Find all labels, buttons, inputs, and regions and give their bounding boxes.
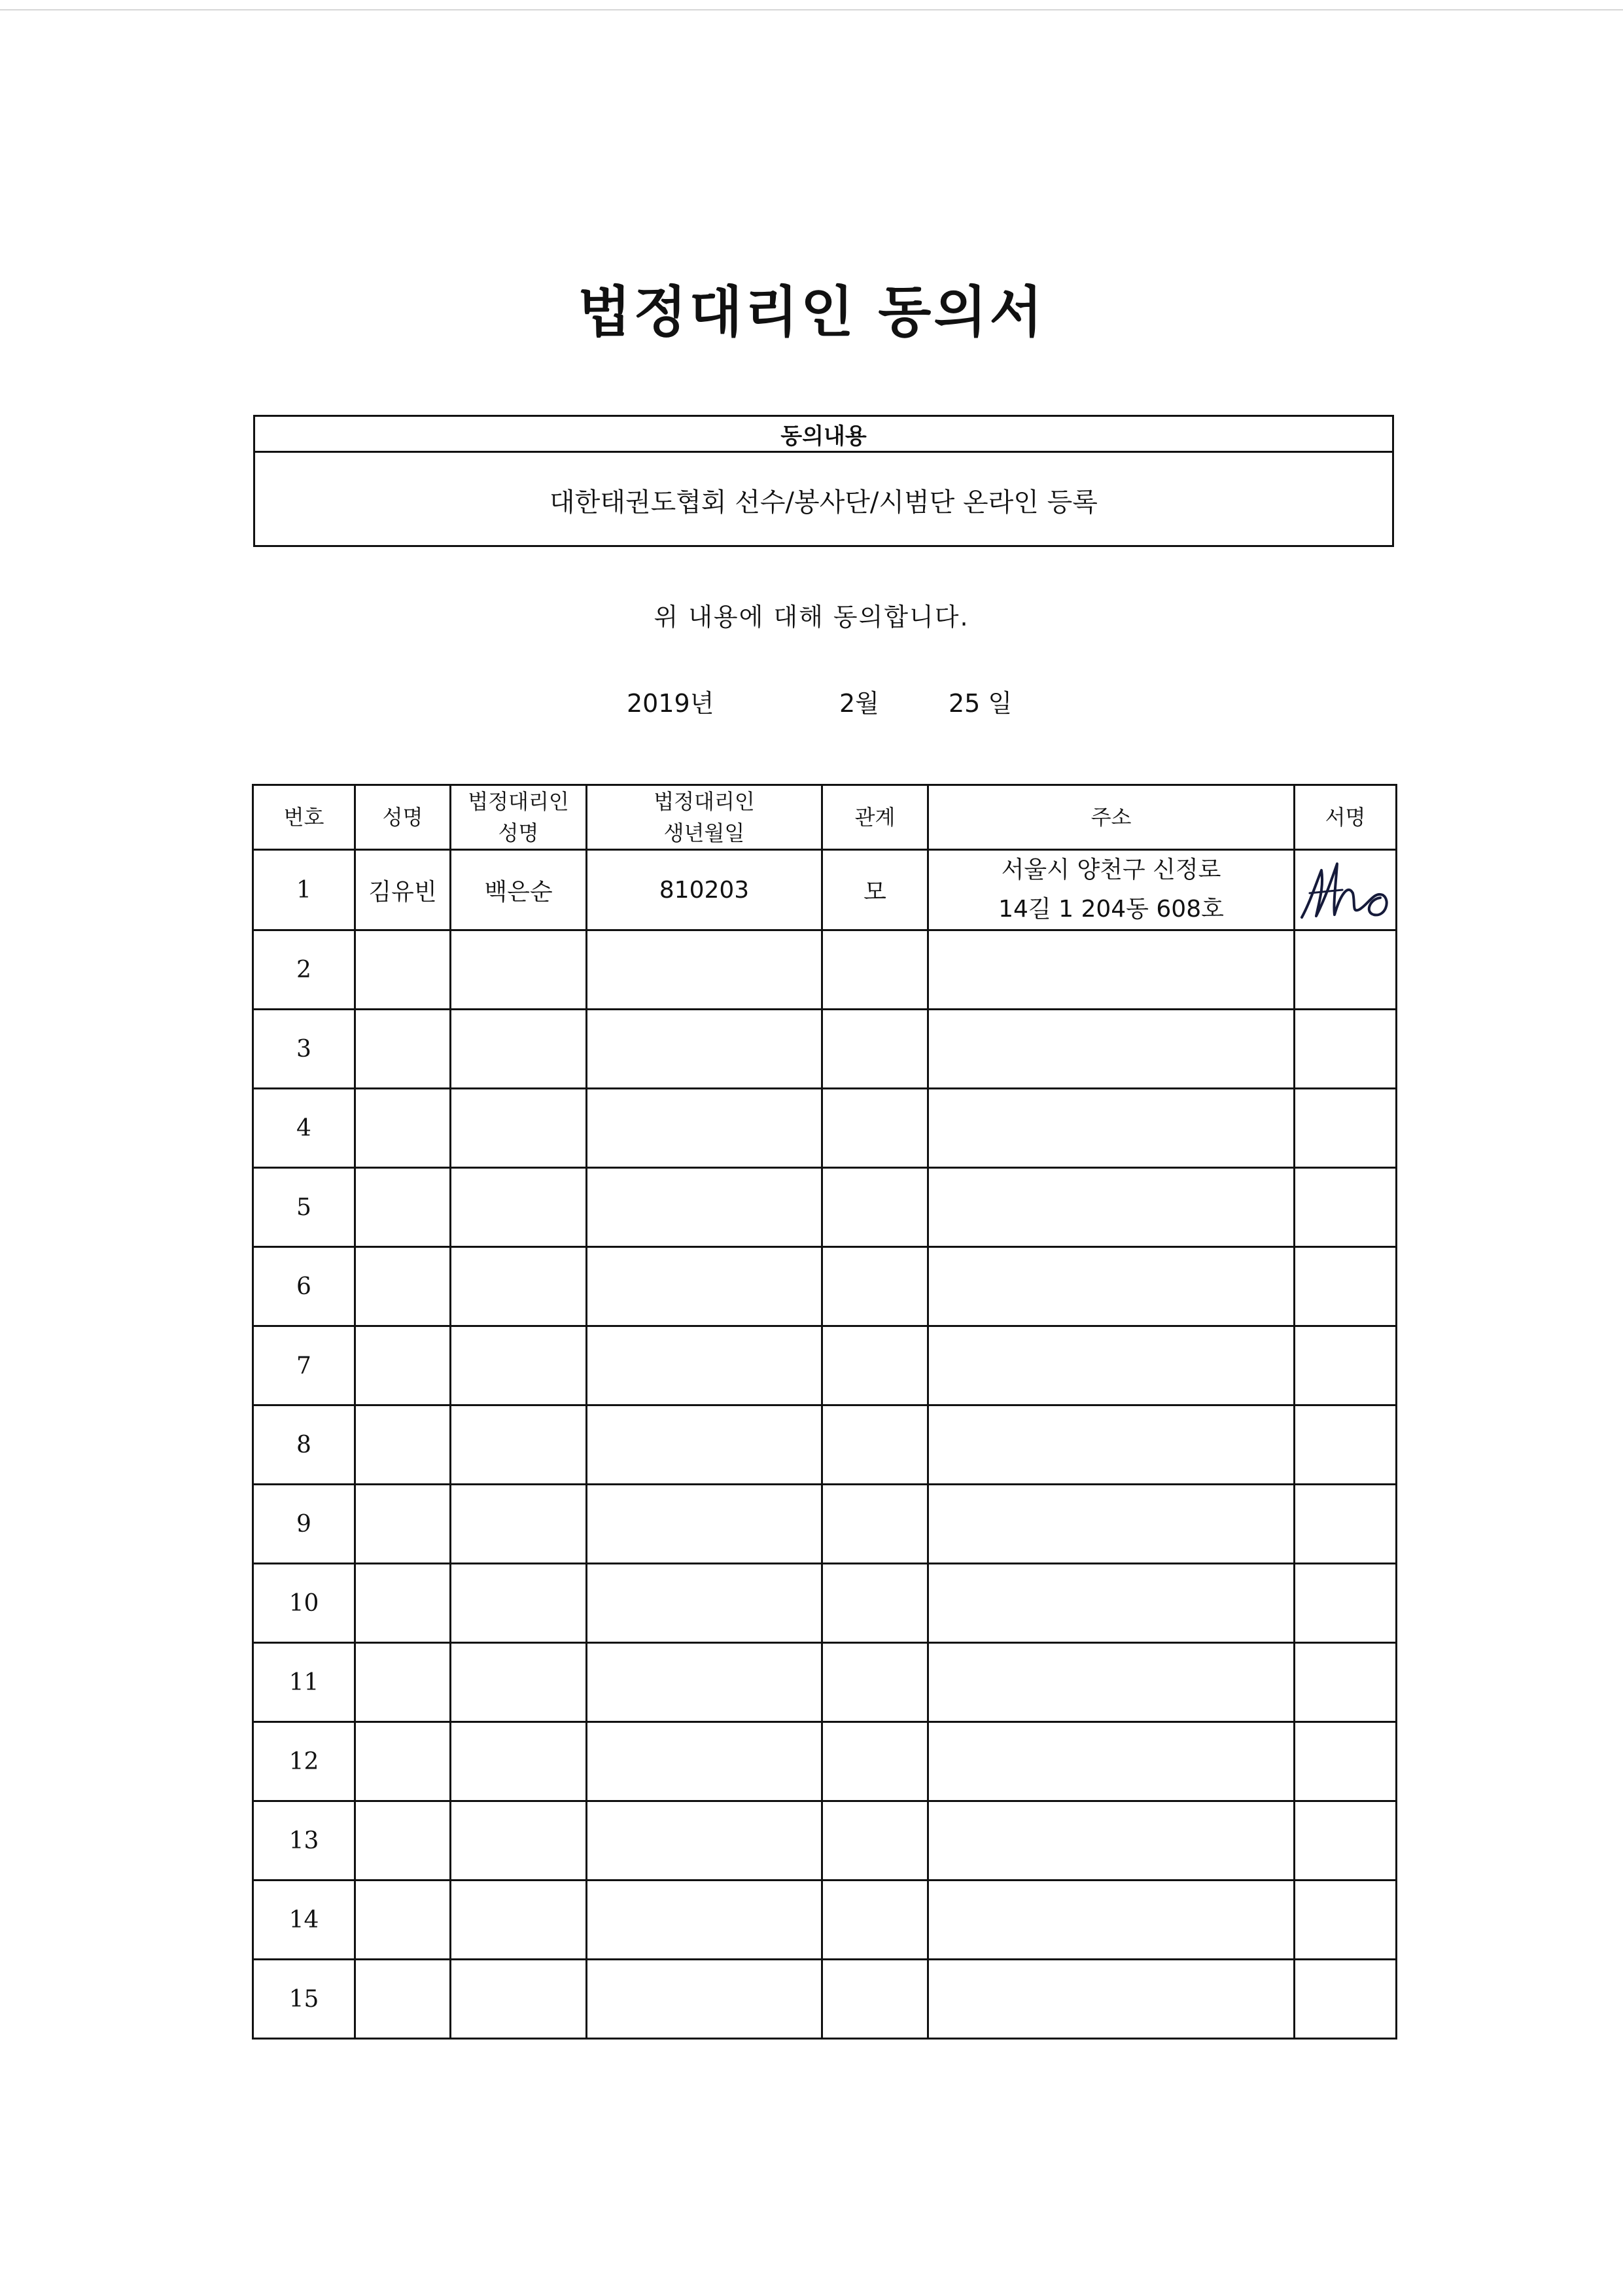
signature-cell	[1295, 1881, 1397, 1960]
relation	[822, 1485, 928, 1564]
row-number: 3	[253, 1010, 355, 1089]
row-number: 4	[253, 1089, 355, 1168]
address	[928, 930, 1295, 1010]
address-line1: 서울시 양천구 신정로	[1001, 857, 1221, 883]
guardian-name	[451, 1881, 587, 1960]
handwritten-signature	[1297, 857, 1395, 923]
guardian-name	[451, 1326, 587, 1405]
row-number: 6	[253, 1247, 355, 1326]
guardian-name: 백은순	[451, 850, 587, 930]
guardian-birthdate	[587, 1643, 822, 1722]
relation	[822, 1960, 928, 2039]
address	[928, 850, 1295, 930]
row-number: 13	[253, 1801, 355, 1881]
member-name	[355, 1881, 451, 1960]
address	[928, 1960, 1295, 2039]
row-number: 8	[253, 1405, 355, 1485]
signature-cell	[1295, 1485, 1397, 1564]
header-signature: 서명	[1295, 785, 1397, 850]
table-row	[253, 1722, 1397, 1801]
header-guardian-name	[451, 785, 587, 850]
consent-box	[253, 415, 1394, 547]
member-name	[355, 1564, 451, 1643]
relation	[822, 1326, 928, 1405]
header-no: 번호	[253, 785, 355, 850]
member-name	[355, 1168, 451, 1247]
guardian-birthdate	[587, 1089, 822, 1168]
address	[928, 1089, 1295, 1168]
relation	[822, 1089, 928, 1168]
member-name	[355, 1722, 451, 1801]
guardian-name	[451, 1247, 587, 1326]
member-name: 김유빈	[355, 850, 451, 930]
header-guardian-name-line1: 법정대리인	[468, 789, 569, 814]
member-name	[355, 1326, 451, 1405]
guardian-name	[451, 930, 587, 1010]
header-name: 성명	[355, 785, 451, 850]
row-number: 9	[253, 1485, 355, 1564]
table-row	[253, 1564, 1397, 1643]
guardian-birthdate	[587, 930, 822, 1010]
address	[928, 1326, 1295, 1405]
date-day: 25 일	[949, 689, 1013, 718]
header-relation: 관계	[822, 785, 928, 850]
guardian-name	[451, 1485, 587, 1564]
table-row	[253, 1089, 1397, 1168]
date-month: 2월	[839, 689, 879, 718]
scan-edge-line	[0, 9, 1623, 10]
guardian-birthdate	[587, 1168, 822, 1247]
address	[928, 1881, 1295, 1960]
guardian-birthdate	[587, 1247, 822, 1326]
signature-cell	[1295, 1643, 1397, 1722]
guardian-name	[451, 1801, 587, 1881]
guardian-birthdate	[587, 1485, 822, 1564]
guardian-name	[451, 1722, 587, 1801]
table-row	[253, 1801, 1397, 1881]
signature-cell	[1295, 930, 1397, 1010]
header-address: 주소	[928, 785, 1295, 850]
signature-cell	[1295, 1405, 1397, 1485]
row-number: 2	[253, 930, 355, 1010]
address	[928, 1168, 1295, 1247]
table-row	[253, 1643, 1397, 1722]
relation: 모	[822, 850, 928, 930]
signature-cell	[1295, 1010, 1397, 1089]
relation	[822, 1564, 928, 1643]
row-number: 7	[253, 1326, 355, 1405]
relation	[822, 1168, 928, 1247]
row-number: 1	[253, 850, 355, 930]
guardian-birthdate	[587, 1960, 822, 2039]
table-row	[253, 1405, 1397, 1485]
row-number: 11	[253, 1643, 355, 1722]
member-name	[355, 1010, 451, 1089]
row-number: 15	[253, 1960, 355, 2039]
guardian-name	[451, 1010, 587, 1089]
table-header-row	[253, 785, 1397, 850]
consent-body: 대한태권도협회 선수/봉사단/시범단 온라인 등록	[550, 487, 1098, 518]
table-row	[253, 1960, 1397, 2039]
relation	[822, 1722, 928, 1801]
signature-cell	[1295, 1801, 1397, 1881]
address	[928, 1564, 1295, 1643]
guardian-name	[451, 1960, 587, 2039]
guardian-birthdate	[587, 1010, 822, 1089]
relation	[822, 1643, 928, 1722]
guardian-name	[451, 1168, 587, 1247]
relation	[822, 1801, 928, 1881]
relation	[822, 1405, 928, 1485]
guardian-birthdate	[587, 1405, 822, 1485]
table-row	[253, 930, 1397, 1010]
address-line2: 14길 1 204동 608호	[998, 896, 1224, 923]
guardian-name	[451, 1643, 587, 1722]
address	[928, 1405, 1295, 1485]
member-name	[355, 1960, 451, 2039]
guardian-name	[451, 1564, 587, 1643]
table-row	[253, 1485, 1397, 1564]
table-row	[253, 1326, 1397, 1405]
guardian-name	[451, 1405, 587, 1485]
row-number: 10	[253, 1564, 355, 1643]
relation	[822, 1010, 928, 1089]
signature-cell	[1295, 1326, 1397, 1405]
member-name	[355, 1089, 451, 1168]
signature-cell	[1295, 1722, 1397, 1801]
header-guardian-birth-line1: 법정대리인	[654, 789, 755, 814]
address	[928, 1485, 1295, 1564]
row-number: 5	[253, 1168, 355, 1247]
table-row	[253, 850, 1397, 930]
signature-cell	[1295, 1960, 1397, 2039]
guardian-birthdate: 810203	[587, 850, 822, 930]
table-row	[253, 1247, 1397, 1326]
address	[928, 1643, 1295, 1722]
guardian-birthdate	[587, 1564, 822, 1643]
guardian-name	[451, 1089, 587, 1168]
guardian-birthdate	[587, 1326, 822, 1405]
member-name	[355, 1405, 451, 1485]
guardian-birthdate	[587, 1722, 822, 1801]
member-name	[355, 930, 451, 1010]
signature-cell	[1295, 1564, 1397, 1643]
member-name	[355, 1485, 451, 1564]
header-guardian-birth-line2: 생년월일	[663, 821, 745, 845]
row-number: 14	[253, 1881, 355, 1960]
agreement-text: 위 내용에 대해 동의합니다.	[654, 603, 969, 631]
registration-table	[252, 784, 1397, 2040]
member-name	[355, 1643, 451, 1722]
relation	[822, 1881, 928, 1960]
signature-cell	[1295, 850, 1397, 930]
header-guardian-name-line2: 성명	[498, 821, 539, 845]
row-number: 12	[253, 1722, 355, 1801]
table-row	[253, 1168, 1397, 1247]
guardian-birthdate	[587, 1801, 822, 1881]
signature-cell	[1295, 1247, 1397, 1326]
guardian-birthdate	[587, 1881, 822, 1960]
relation	[822, 930, 928, 1010]
signature-cell	[1295, 1089, 1397, 1168]
signature-cell	[1295, 1168, 1397, 1247]
table-row	[253, 1881, 1397, 1960]
consent-header: 동의내용	[255, 417, 1392, 453]
address	[928, 1010, 1295, 1089]
table-row	[253, 1010, 1397, 1089]
address	[928, 1722, 1295, 1801]
address	[928, 1247, 1295, 1326]
member-name	[355, 1247, 451, 1326]
member-name	[355, 1801, 451, 1881]
date-year: 2019년	[627, 689, 714, 718]
relation	[822, 1247, 928, 1326]
document-title: 법정대리인 동의서	[578, 279, 1045, 344]
address	[928, 1801, 1295, 1881]
header-guardian-birth	[587, 785, 822, 850]
